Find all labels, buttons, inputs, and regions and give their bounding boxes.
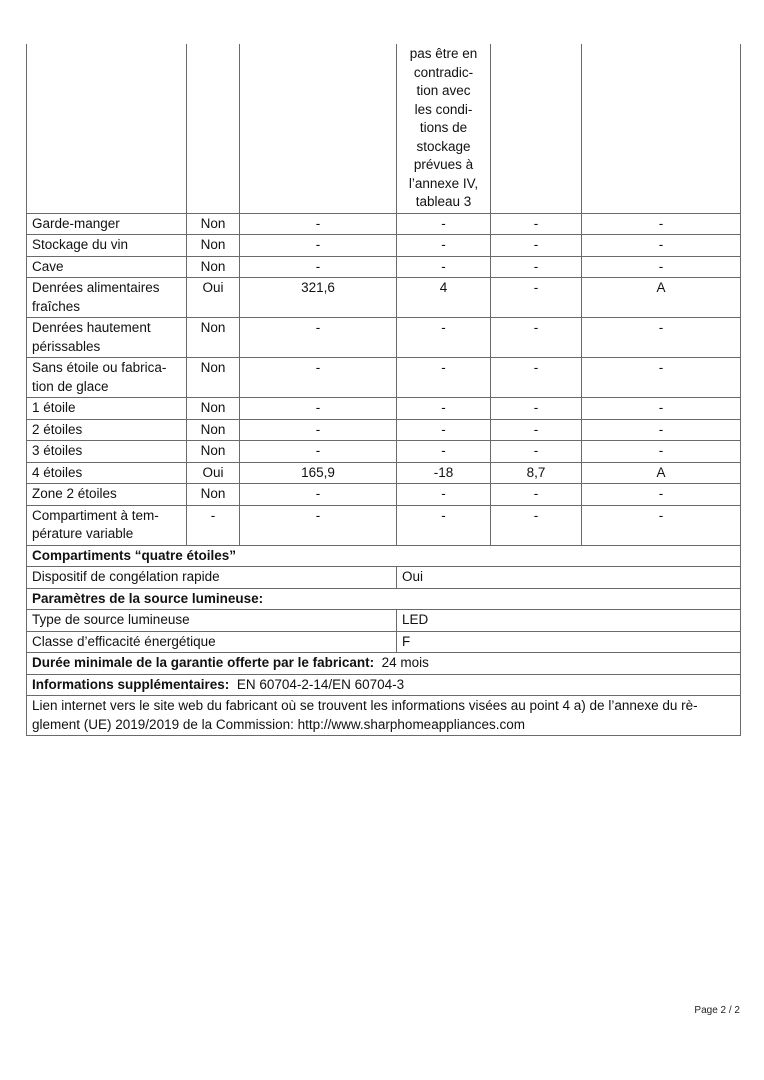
compartment-defrost-type: - — [582, 398, 741, 420]
fast-freeze-label: Dispositif de congélation rapide — [27, 567, 397, 589]
four-star-heading-row — [27, 545, 741, 567]
continuation-line: contradic- — [413, 64, 474, 80]
continuation-line: les condi- — [414, 101, 473, 117]
compartment-present: Oui — [187, 462, 240, 484]
light-class-value: F — [397, 631, 741, 653]
compartment-row — [27, 358, 741, 398]
compartment-defrost-type: - — [582, 318, 741, 358]
compartment-present: - — [187, 505, 240, 545]
light-heading-row — [27, 588, 741, 610]
compartment-volume: - — [240, 235, 397, 257]
compartment-freezing-capacity: - — [491, 213, 582, 235]
compartment-present: Non — [187, 256, 240, 278]
compartment-freezing-capacity: - — [491, 278, 582, 318]
compartment-present: Non — [187, 419, 240, 441]
compartment-name: Compartiment à tem-pérature variable — [27, 505, 187, 545]
compartment-volume: - — [240, 358, 397, 398]
compartment-name: Sans étoile ou fabrica-tion de glace — [27, 358, 187, 398]
compartment-volume: - — [240, 441, 397, 463]
compartment-row — [27, 278, 741, 318]
continuation-line: tions de — [419, 120, 468, 135]
compartment-temperature: - — [397, 398, 491, 420]
continuation-line: l’annexe IV, — [408, 175, 479, 191]
fast-freeze-value: Oui — [397, 567, 741, 589]
compartment-freezing-capacity: - — [491, 358, 582, 398]
light-type-row — [27, 610, 741, 632]
compartment-name: Denrées alimentaires fraîches — [27, 278, 187, 318]
compartment-defrost-type: - — [582, 256, 741, 278]
continuation-line: tion avec — [416, 83, 471, 98]
product-info-table — [26, 44, 741, 736]
compartment-freezing-capacity: - — [491, 419, 582, 441]
compartment-temperature: - — [397, 318, 491, 358]
compartment-temperature: - — [397, 505, 491, 545]
compartment-volume: - — [240, 505, 397, 545]
compartment-freezing-capacity: - — [491, 318, 582, 358]
compartment-freezing-capacity: 8,7 — [491, 462, 582, 484]
compartment-freezing-capacity: - — [491, 256, 582, 278]
additional-info-label: Informations supplémentaires: — [32, 676, 230, 692]
continuation-line: prévues à — [413, 157, 474, 172]
compartment-temperature: - — [397, 358, 491, 398]
compartment-defrost-type: A — [582, 278, 741, 318]
compartment-row — [27, 484, 741, 506]
compartment-volume: - — [240, 484, 397, 506]
compartment-volume: - — [240, 318, 397, 358]
additional-info-value: EN 60704-2-14/EN 60704-3 — [236, 676, 405, 692]
compartment-temperature: - — [397, 484, 491, 506]
continuation-line: stockage — [416, 138, 471, 154]
four-star-heading: Compartiments “quatre étoiles” — [27, 545, 741, 567]
compartment-defrost-type: - — [582, 484, 741, 506]
compartment-defrost-type: - — [582, 213, 741, 235]
compartment-freezing-capacity: - — [491, 235, 582, 257]
compartment-present: Non — [187, 358, 240, 398]
compartment-name: Stockage du vin — [27, 235, 187, 257]
compartment-row — [27, 398, 741, 420]
continuation-line: tableau 3 — [415, 194, 472, 209]
compartment-temperature: - — [397, 256, 491, 278]
continuation-row — [27, 44, 741, 213]
compartment-freezing-capacity: - — [491, 441, 582, 463]
compartment-name: 3 étoiles — [27, 441, 187, 463]
compartment-present: Non — [187, 213, 240, 235]
compartment-temperature: - — [397, 235, 491, 257]
light-class-label: Classe d’efficacité énergétique — [27, 631, 397, 653]
compartment-row — [27, 505, 741, 545]
compartment-name: 1 étoile — [27, 398, 187, 420]
compartment-temperature: 4 — [397, 278, 491, 318]
compartment-defrost-type: - — [582, 235, 741, 257]
compartment-row — [27, 462, 741, 484]
compartment-row — [27, 318, 741, 358]
light-type-value: LED — [397, 610, 741, 632]
compartment-volume: - — [240, 398, 397, 420]
compartment-row — [27, 235, 741, 257]
compartment-name: Zone 2 étoiles — [27, 484, 187, 506]
compartment-row — [27, 256, 741, 278]
additional-info-row — [27, 674, 741, 696]
compartment-temperature: -18 — [397, 462, 491, 484]
compartment-volume: 321,6 — [240, 278, 397, 318]
compartment-present: Non — [187, 398, 240, 420]
light-class-row — [27, 631, 741, 653]
compartment-present: Non — [187, 484, 240, 506]
compartment-defrost-type: - — [582, 358, 741, 398]
compartment-name: Cave — [27, 256, 187, 278]
compartment-name: 4 étoiles — [27, 462, 187, 484]
compartment-present: Non — [187, 318, 240, 358]
compartment-name: Garde-manger — [27, 213, 187, 235]
compartment-present: Non — [187, 235, 240, 257]
compartment-freezing-capacity: - — [491, 484, 582, 506]
fast-freeze-row — [27, 567, 741, 589]
compartment-name: 2 étoiles — [27, 419, 187, 441]
link-row — [27, 696, 741, 736]
warranty-row — [27, 653, 741, 675]
compartment-present: Non — [187, 441, 240, 463]
compartment-temperature: - — [397, 419, 491, 441]
compartment-volume: - — [240, 419, 397, 441]
compartment-present: Oui — [187, 278, 240, 318]
compartment-volume: - — [240, 256, 397, 278]
compartment-row — [27, 213, 741, 235]
compartment-row — [27, 419, 741, 441]
compartment-defrost-type: A — [582, 462, 741, 484]
compartment-volume: 165,9 — [240, 462, 397, 484]
compartment-temperature: - — [397, 213, 491, 235]
compartment-row — [27, 441, 741, 463]
compartment-temperature: - — [397, 441, 491, 463]
compartment-volume: - — [240, 213, 397, 235]
continuation-text — [397, 44, 491, 213]
light-type-label: Type de source lumineuse — [27, 610, 397, 632]
page-number: Page 2 / 2 — [694, 1005, 740, 1016]
compartment-defrost-type: - — [582, 505, 741, 545]
compartment-defrost-type: - — [582, 441, 741, 463]
warranty-value: 24 mois — [381, 655, 429, 670]
manufacturer-link-text: Lien internet vers le site web du fabricant où se trouvent les informations visées au point 4 a) de l’annexe du rè-glement (UE) 2019/2019 de la Commission: http://www.sharphomeappliances.com — [27, 696, 741, 736]
continuation-line: pas être en — [409, 46, 478, 61]
compartment-freezing-capacity: - — [491, 505, 582, 545]
compartment-defrost-type: - — [582, 419, 741, 441]
light-heading: Paramètres de la source lumineuse: — [27, 588, 741, 610]
compartment-name: Denrées hautement périssables — [27, 318, 187, 358]
warranty-label: Durée minimale de la garantie offerte par le fabricant: — [32, 655, 375, 670]
compartment-freezing-capacity: - — [491, 398, 582, 420]
